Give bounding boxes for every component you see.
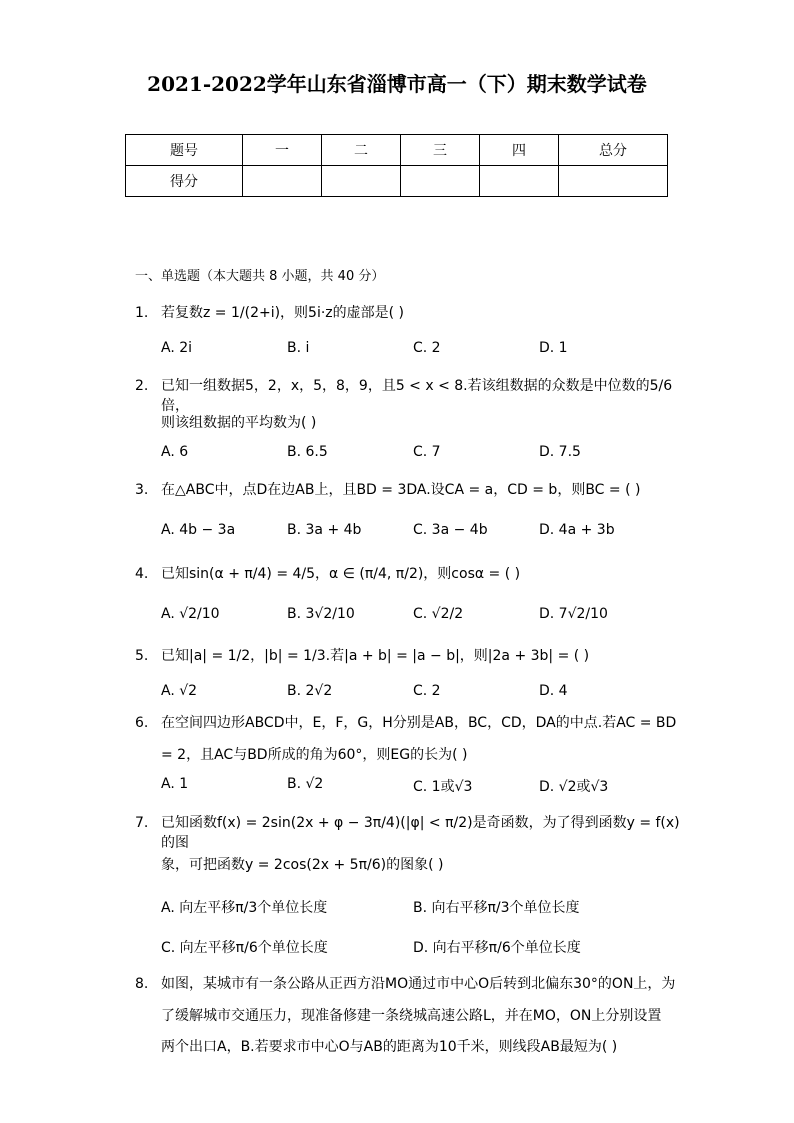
option-c: C. 2 (413, 340, 441, 356)
score-table-score-row (126, 166, 668, 197)
question-stem-continued: = 2，且AC与BD所成的角为60°，则EG的长为( ) (161, 747, 468, 763)
header-cell: 总分 (559, 135, 668, 166)
option-b: B. 3√2/10 (287, 606, 355, 622)
header-cell: 二 (322, 135, 401, 166)
question-number: 1. (135, 305, 149, 321)
option-a: A. 2i (161, 340, 193, 356)
option-b: B. i (287, 340, 310, 356)
score-table (125, 134, 668, 197)
row-label: 得分 (126, 166, 243, 197)
option-a: A. 向左平移π/3个单位长度 (161, 900, 328, 916)
option-a: A. 1 (161, 776, 189, 792)
option-d: D. 7√2/10 (539, 606, 608, 622)
question-stem-continued: 则该组数据的平均数为( ) (161, 415, 317, 431)
question-number: 8. (135, 976, 149, 992)
option-c: C. 7 (413, 444, 441, 460)
question-stem: 已知|a| = 1/2，|b| = 1/3.若|a + b| = |a − b|，则|2a + 3b| = ( ) (161, 648, 590, 664)
option-c: C. 向左平移π/6个单位长度 (161, 940, 328, 956)
option-c: C. 3a − 4b (413, 522, 488, 538)
option-d: D. √2或√3 (539, 779, 609, 795)
question-number: 2. (135, 378, 149, 394)
exam-title: 2021-2022学年山东省淄博市高一（下）期末数学试卷 (147, 72, 647, 96)
option-a: A. 6 (161, 444, 189, 460)
question-stem-continued: 了缓解城市交通压力，现准备修建一条绕城高速公路L，并在MO，ON上分别设置 (161, 1008, 662, 1024)
option-b: B. 向右平移π/3个单位长度 (413, 900, 580, 916)
section-title: 一、单选题（本大题共 8 小题，共 40 分） (135, 269, 385, 284)
question-stem-continued: 两个出口A，B.若要求市中心O与AB的距离为10千米，则线段AB最短为( ) (161, 1039, 618, 1055)
question-stem: 已知函数f(x) = 2sin(2x + φ − 3π/4)(|φ| < π/2)是奇函数，为了得到函数y = f(x)的图 (161, 815, 680, 851)
score-cell (480, 166, 559, 197)
option-d: D. 向右平移π/6个单位长度 (413, 940, 581, 956)
option-c: C. √2/2 (413, 606, 464, 622)
option-a: A. √2/10 (161, 606, 220, 622)
question-stem: 在△ABC中，点D在边AB上，且BD = 3DA.设CA = a，CD = b，则BC = ( ) (161, 482, 641, 498)
option-d: D. 1 (539, 340, 568, 356)
question-stem: 在空间四边形ABCD中，E，F，G，H分别是AB，BC，CD，DA的中点.若AC = BD (161, 715, 677, 731)
score-table-header-row (126, 135, 668, 166)
option-c: C. 1或√3 (413, 779, 473, 795)
header-cell: 三 (401, 135, 480, 166)
header-cell: 一 (243, 135, 322, 166)
question-stem-continued: 象，可把函数y = 2cos(2x + 5π/6)的图象( ) (161, 857, 444, 873)
option-c: C. 2 (413, 683, 441, 699)
option-a: A. 4b − 3a (161, 522, 236, 538)
option-b: B. 3a + 4b (287, 522, 362, 538)
score-cell (559, 166, 668, 197)
header-cell: 四 (480, 135, 559, 166)
option-a: A. √2 (161, 683, 198, 699)
question-number: 3. (135, 482, 149, 498)
option-d: D. 4a + 3b (539, 522, 615, 538)
option-d: D. 4 (539, 683, 568, 699)
header-cell: 题号 (126, 135, 243, 166)
question-stem: 已知一组数据5，2，x，5，8，9，且5 < x < 8.若该组数据的众数是中位数的5/6倍， (161, 378, 673, 414)
question-number: 6. (135, 715, 149, 731)
question-number: 5. (135, 648, 149, 664)
option-b: B. 2√2 (287, 683, 333, 699)
score-cell (322, 166, 401, 197)
score-cell (243, 166, 322, 197)
question-stem: 如图，某城市有一条公路从正西方沿MO通过市中心O后转到北偏东30°的ON上，为 (161, 976, 676, 992)
question-stem: 若复数z = 1/(2+i)，则5i·z的虚部是( ) (161, 305, 405, 321)
option-b: B. 6.5 (287, 444, 328, 460)
option-d: D. 7.5 (539, 444, 581, 460)
question-number: 7. (135, 815, 149, 831)
score-cell (401, 166, 480, 197)
option-b: B. √2 (287, 776, 324, 792)
question-stem: 已知sin(α + π/4) = 4/5，α ∈ (π/4, π/2)，则cosα = ( ) (161, 566, 521, 582)
question-number: 4. (135, 566, 149, 582)
